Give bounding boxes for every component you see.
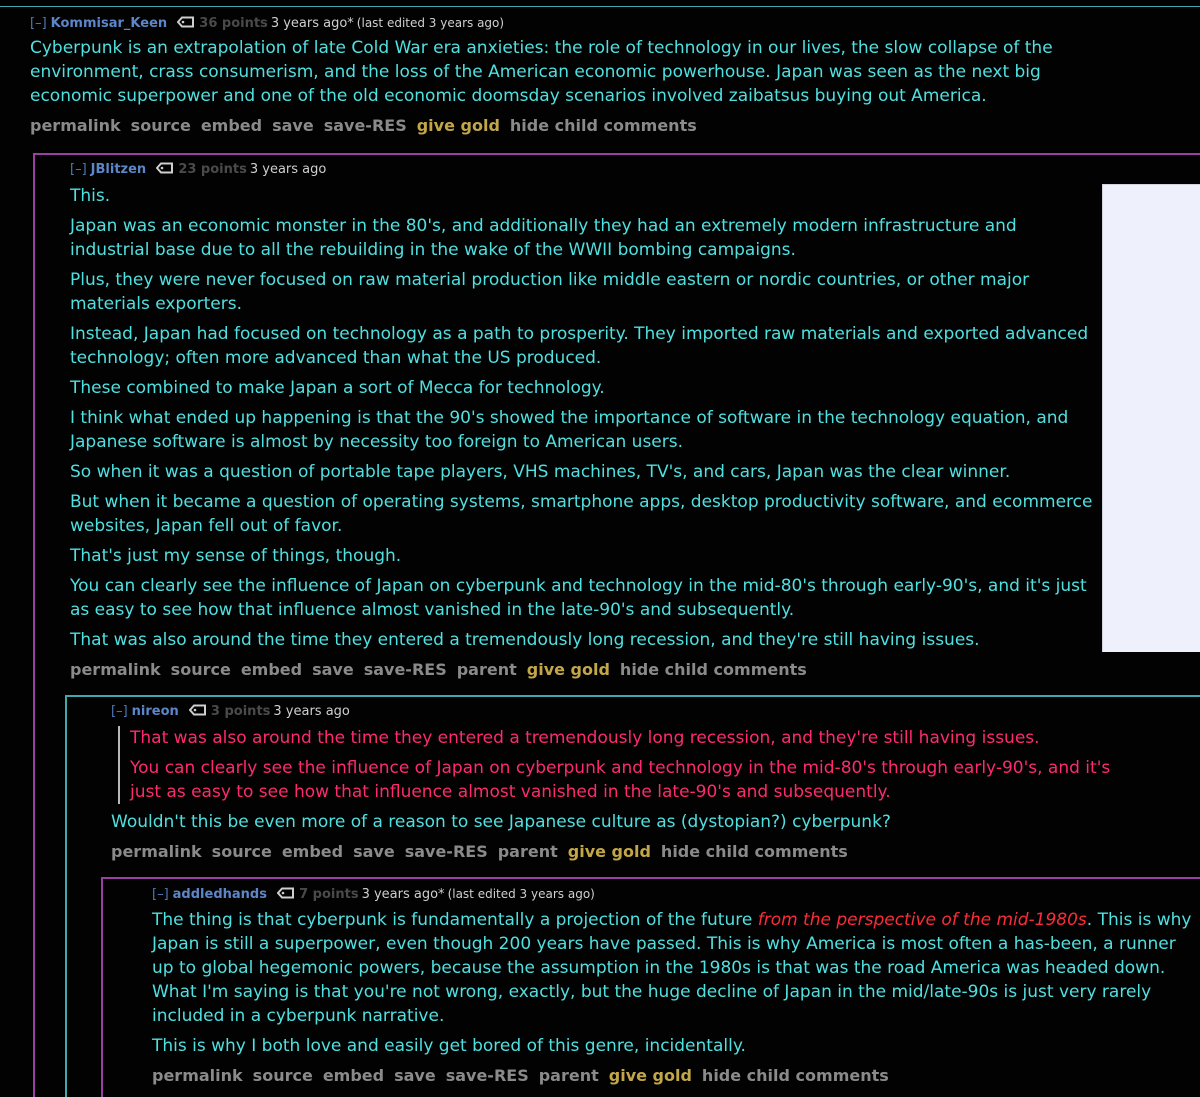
score: 7 points [299,887,359,902]
timestamp: 3 years ago [249,162,327,177]
comment-tagline [152,885,1192,903]
embed-button[interactable]: embed [322,1066,385,1085]
top-divider [0,6,1200,7]
hide-child-comments-button[interactable]: hide child comments [701,1066,889,1085]
paragraph [152,908,1192,1028]
save-res-button[interactable]: save-RES [445,1066,529,1085]
permalink-button[interactable]: permalink [70,660,161,679]
comment-tagline [30,14,1090,32]
paragraph: That was also around the time they entered a tremendously long recession, and they're still having issues. [70,630,980,650]
source-button[interactable]: source [211,842,272,861]
comment-actions [30,114,1090,138]
give-gold-button[interactable]: give gold [416,116,500,135]
collapse-toggle[interactable]: [–] [152,887,169,902]
text: . This is why Japan is still a superpower, even though 200 years have passed. This is why America is most often a has-been, a runner up to global hegemonic powers, because the assumption in the 1980s is that was the road America was headed down. What I'm saying is that you're not wrong, exactly, but the huge decline of Japan in the mid/late-90s is just very rarely included in a cyberpunk narrative. [152,910,1192,1026]
comment-body [30,36,1090,108]
score: 23 points [178,162,247,177]
emphasized-text: from the perspective of the mid-1980s [757,910,1087,930]
paragraph: Cyberpunk is an extrapolation of late Cold War era anxieties: the role of technology in our lives, the slow collapse of the environment, crass consumerism, and the loss of the American economic powerhouse. Japan was seen as the next big economic superpower and one of the old economic doomsday scenarios involved zaibatsus buying out America. [30,38,1053,106]
embed-button[interactable]: embed [240,660,303,679]
comment-addledhands [152,885,1192,1088]
score: 3 points [210,704,271,719]
source-button[interactable]: source [252,1066,313,1085]
tag-icon[interactable] [277,887,295,899]
parent-button[interactable]: parent [456,660,517,679]
paragraph: Plus, they were never focused on raw material production like middle eastern or nordic countries, or other major materials exporters. [70,270,1030,314]
give-gold-button[interactable]: give gold [608,1066,692,1085]
give-gold-button[interactable]: give gold [526,660,610,679]
save-button[interactable]: save [272,116,314,135]
author-link[interactable]: nireon [131,704,179,719]
timestamp: 3 years ago* [270,16,354,31]
author-link[interactable]: addledhands [172,887,267,902]
embed-button[interactable]: embed [281,842,344,861]
comment-kommisar-keen [30,14,1090,138]
hide-child-comments-button[interactable]: hide child comments [619,660,807,679]
tag-icon[interactable] [177,16,195,28]
collapse-toggle[interactable]: [–] [111,704,128,719]
quoted-paragraph: That was also around the time they entered a tremendously long recession, and they're still having issues. [130,728,1040,748]
hide-child-comments-button[interactable]: hide child comments [509,116,697,135]
permalink-button[interactable]: permalink [111,842,202,861]
author-link[interactable]: Kommisar_Keen [50,16,168,31]
quoted-paragraph: You can clearly see the influence of Japan on cyberpunk and technology in the mid-80's through early-90's, and it's just as easy to see how that influence almost vanished in the late-90's and subsequently. [130,758,1111,802]
permalink-button[interactable]: permalink [30,116,121,135]
timestamp: 3 years ago [273,704,350,719]
source-button[interactable]: source [170,660,231,679]
save-res-button[interactable]: save-RES [363,660,447,679]
timestamp: 3 years ago* [361,887,445,902]
permalink-button[interactable]: permalink [152,1066,243,1085]
source-button[interactable]: source [130,116,191,135]
comment-actions [111,840,1111,864]
comment-jblitzen [70,161,1095,682]
author-link[interactable]: JBlitzen [90,162,147,177]
comment-body [152,908,1192,1058]
save-button[interactable]: save [312,660,354,679]
paragraph: I think what ended up happening is that the 90's showed the importance of software in the technology equation, and Japanese software is almost by necessity too foreign to American users. [70,408,1069,452]
comment-actions [152,1064,1192,1088]
blockquote [118,726,1111,804]
paragraph: That's just my sense of things, though. [70,546,402,566]
tag-icon[interactable] [189,704,207,716]
edited-note: (last edited 3 years ago) [356,16,505,30]
paragraph: So when it was a question of portable tape players, VHS machines, TV's, and cars, Japan was the clear winner. [70,462,1011,482]
comment-body [70,184,1095,652]
paragraph: You can clearly see the influence of Japan on cyberpunk and technology in the mid-80's through early-90's, and it's just as easy to see how that influence almost vanished in the late-90's and subsequently. [70,576,1087,620]
parent-button[interactable]: parent [538,1066,599,1085]
save-res-button[interactable]: save-RES [404,842,488,861]
collapse-toggle[interactable]: [–] [70,162,87,177]
paragraph: Wouldn't this be even more of a reason to see Japanese culture as (dystopian?) cyberpunk? [111,812,891,832]
save-res-button[interactable]: save-RES [323,116,407,135]
parent-button[interactable]: parent [497,842,558,861]
paragraph: These combined to make Japan a sort of Mecca for technology. [70,378,605,398]
embed-button[interactable]: embed [200,116,263,135]
score: 36 points [199,16,268,31]
paragraph: This is why I both love and easily get bored of this genre, incidentally. [152,1036,746,1056]
text: The thing is that cyberpunk is fundamentally a projection of the future [152,910,758,930]
comment-nireon [111,703,1111,864]
edited-note: (last edited 3 years ago) [447,887,595,901]
side-panel [1102,184,1200,652]
comment-body [111,726,1111,834]
save-button[interactable]: save [353,842,395,861]
collapse-toggle[interactable]: [–] [30,16,47,31]
tag-icon[interactable] [156,162,174,174]
give-gold-button[interactable]: give gold [567,842,651,861]
paragraph: Japan was an economic monster in the 80's, and additionally they had an extremely modern infrastructure and industrial base due to all the rebuilding in the wake of the WWII bombing campaigns. [70,216,1017,260]
paragraph: Instead, Japan had focused on technology as a path to prosperity. They imported raw materials and exported advanced technology; often more advanced than what the US produced. [70,324,1089,368]
save-button[interactable]: save [394,1066,436,1085]
hide-child-comments-button[interactable]: hide child comments [660,842,848,861]
comment-tagline [70,161,1095,179]
comment-tagline [111,703,1111,721]
comment-actions [70,658,1095,682]
paragraph: But when it became a question of operating systems, smartphone apps, desktop productivity software, and ecommerce websites, Japan fell out of favor. [70,492,1093,536]
paragraph: This. [70,186,111,206]
